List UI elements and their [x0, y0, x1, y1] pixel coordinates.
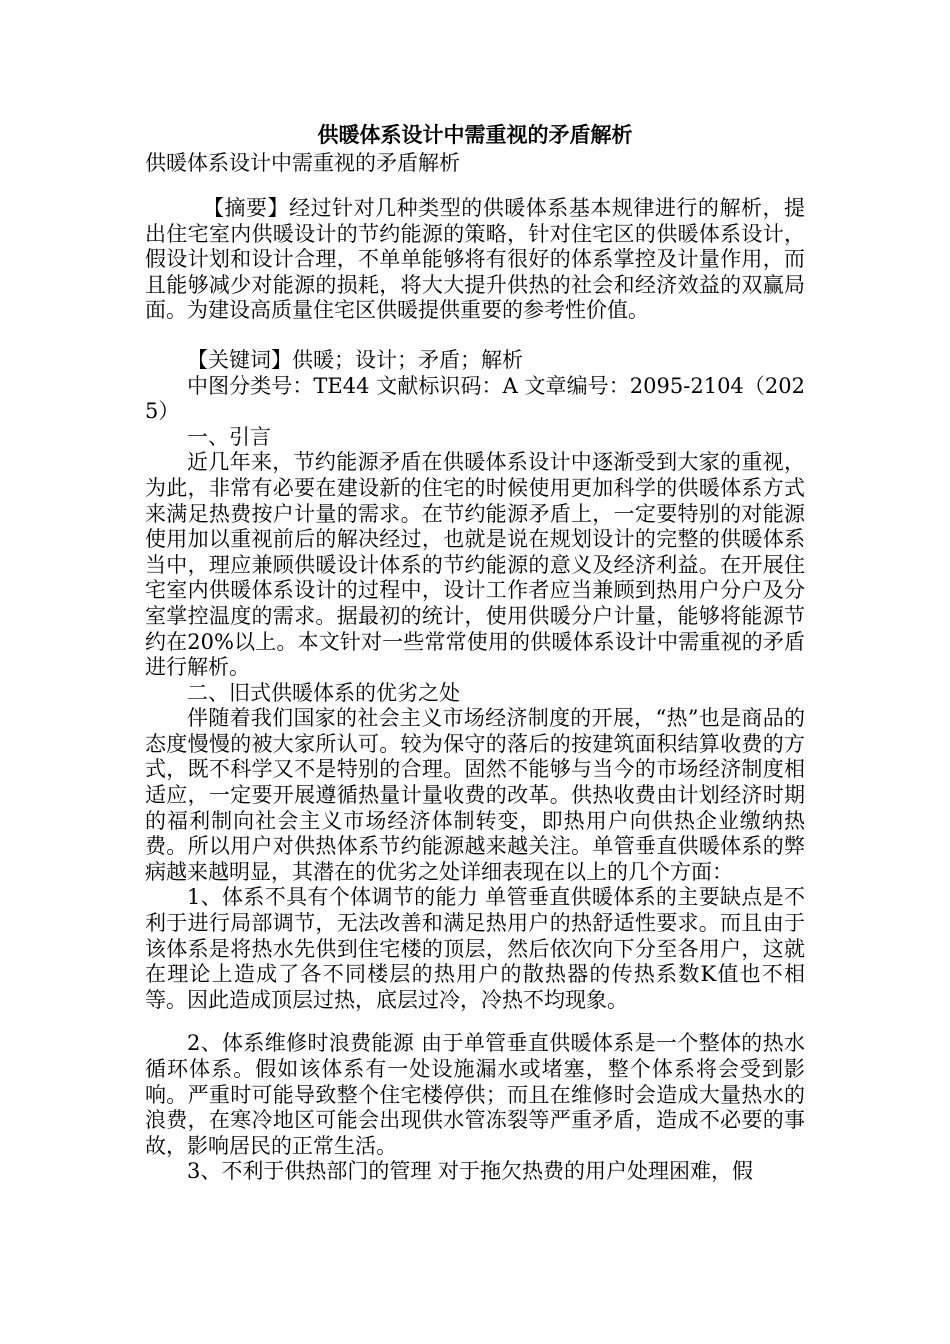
document-page [145, 120, 805, 1185]
spacer [145, 324, 805, 348]
section1-body: 近几年来，节约能源矛盾在供暖体系设计中逐渐受到大家的重视，为此，非常有必要在建设新的住宅的时候使用更加科学的供暖体系方式来满足热费按户计量的需求。在节约能源矛盾上，一定要特别的对能源使用加以重视前后的解决经过，也就是说在规划设计的完整的供暖体系当中，理应兼顾供暖设计体系的节约能源的意义及经济利益。在开展住宅室内供暖体系设计的过程中，设计工作者应当兼顾到热用户分户及分室掌控温度的需求。据最初的统计，使用供暖分户计量，能够将能源节约在20%以上。本文针对一些常常使用的供暖体系设计中需重视的矛盾进行解析。 [145, 450, 805, 680]
section1-heading: 一、引言 [187, 424, 271, 449]
classification-line: 中图分类号：TE44 文献标识码：A 文章编号：2095-2104（2025） [145, 373, 805, 424]
point2-paragraph: 2、体系维修时浪费能源 由于单管垂直供暖体系是一个整体的热水循环体系。假如该体系有一处设施漏水或堵塞，整个体系将会受到影响。严重时可能导致整个住宅楼停供；而且在维修时会造成大量热水的浪费，在寒冷地区可能会出现供水管冻裂等严重矛盾，造成不必要的事故，影响居民的正常生活。 [145, 1031, 805, 1158]
spacer [145, 1013, 805, 1031]
point3-paragraph: 3、不利于供热部门的管理 对于拖欠热费的用户处理困难，假 [187, 1159, 754, 1184]
point1-paragraph: 1、体系不具有个体调节的能力 单管垂直供暖体系的主要缺点是不利于进行局部调节，无法改善和满足热用户的热舒适性要求。而且由于该体系是将热水先供到住宅楼的顶层，然后依次向下分至各用户，这就在理论上造成了各不同楼层的热用户的散热器的传热系数K值也不相等。因此造成顶层过热，底层过冷，冷热不均现象。 [145, 885, 805, 1012]
document-title: 供暖体系设计中需重视的矛盾解析 [317, 123, 633, 147]
section2-body: 伴随着我们国家的社会主义市场经济制度的开展，“热”也是商品的态度慢慢的被大家所认可。较为保守的落后的按建筑面积结算收费的方式，既不科学又不是特别的合理。固然不能够与当今的市场经济制度相适应，一定要开展遵循热量计量收费的改革。供热收费由计划经济时期的福利制向社会主义市场经济体制转变，即热用户向供热企业缴纳热费。所以用户对供热体系节约能源越来越关注。单管垂直供暖体系的弊病越来越明显，其潜在的优劣之处详细表现在以上的几个方面： [145, 706, 805, 884]
document-subtitle: 供暖体系设计中需重视的矛盾解析 [145, 151, 460, 175]
keywords-line: 【关键词】供暖；设计；矛盾；解析 [187, 347, 523, 372]
abstract-paragraph: 【摘要】经过针对几种类型的供暖体系基本规律进行的解析，提出住宅室内供暖设计的节约能源的策略，针对住宅区的供暖体系设计，假设计划和设计合理，不单单能够将有很好的体系掌控及计量作用，而且能够减少对能源的损耗，将大大提升供热的社会和经济效益的双赢局面。为建设高质量住宅区供暖提供重要的参考性价值。 [145, 196, 805, 323]
section2-heading: 二、旧式供暖体系的优劣之处 [187, 680, 460, 705]
